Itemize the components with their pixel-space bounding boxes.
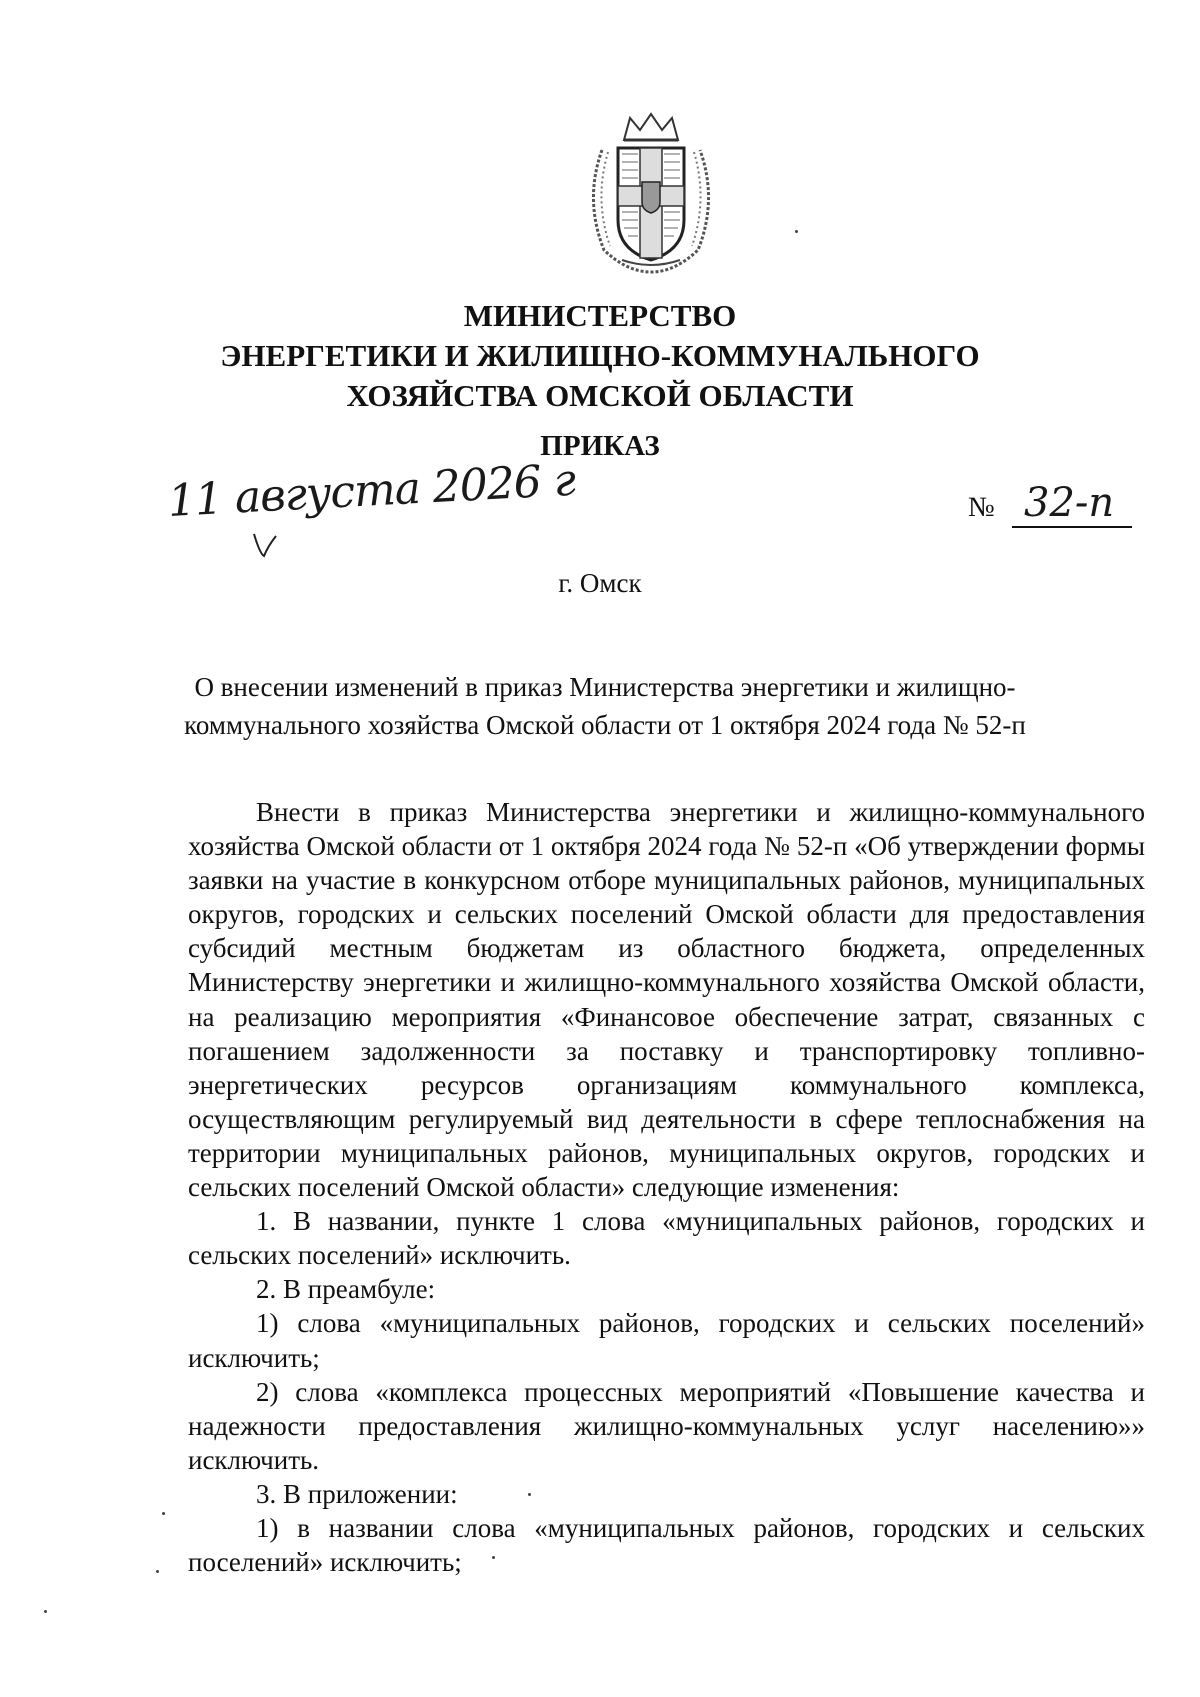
body-paragraph: Внести в приказ Министерства энергетики и жилищно-коммунального хозяйства Омской области от 1 октября 2024 года № 52-п «Об утверждении формы заявки на участие в конкурсном отборе муниципальных районов, муниципальных округов, городских и сельских поселений Омской области для предоставления субсидий местным бюджетам из областного бюджета, определенных Министерству энергетики и жилищно-коммунального хозяйства Омской области, на реализацию мероприятия «Финансовое обеспечение затрат, связанных с погашением задолженности за поставку и транспортировку топливно-энергетических ресурсов организациям коммунального комплекса, осуществляющим регулируемый вид деятельности в сфере теплоснабжения на территории муниципальных районов, муниципальных округов, городских и сельских поселений Омской области» следующие изменения: (188, 797, 1145, 1203)
handwritten-number: 32-п (1024, 480, 1115, 526)
scan-speck (795, 230, 798, 233)
scan-speck (44, 1610, 47, 1613)
number-underline (1012, 526, 1132, 528)
body-paragraph: 3. В приложении: (256, 1478, 458, 1509)
handwritten-mark (250, 530, 280, 560)
ministry-header (0, 296, 1200, 416)
handwritten-date: 11 августа 2026 г (166, 454, 577, 527)
body-paragraph: 2. В преамбуле: (256, 1274, 436, 1305)
order-number (968, 480, 1138, 532)
header-line-2: ЭНЕРГЕТИКИ И ЖИЛИЩНО-КОММУНАЛЬНОГО (220, 338, 980, 373)
subject-line-1: О внесении изменений в приказ Министерства энергетики и жилищно- (194, 672, 1016, 702)
body-paragraph: 1. В названии, пункте 1 слова «муниципальных районов, городских и сельских поселений» исключить. (188, 1206, 1145, 1271)
city: г. Омск (558, 568, 642, 598)
scan-speck (528, 1493, 531, 1496)
order-body (188, 795, 1145, 1579)
number-sign: № (968, 492, 995, 523)
order-title: ПРИКАЗ (540, 430, 660, 462)
coat-of-arms-emblem (582, 110, 720, 275)
scan-speck (156, 1570, 159, 1573)
body-paragraph: 2) слова «комплекса процессных мероприятий «Повышение качества и надежности предоставления жилищно-коммунальных услуг населению»» исключить. (188, 1376, 1145, 1475)
body-paragraph: 1) слова «муниципальных районов, городских и сельских поселений» исключить; (188, 1308, 1145, 1373)
scan-speck (492, 1556, 495, 1559)
subject-line-2: коммунального хозяйства Омской области от 1 октября 2024 года № 52-п (184, 710, 1026, 740)
scan-speck (162, 1512, 165, 1515)
body-paragraph: 1) в названии слова «муниципальных районов, городских и сельских поселений» исключить; (188, 1512, 1145, 1578)
header-line-3: ХОЗЯЙСТВА ОМСКОЙ ОБЛАСТИ (346, 378, 854, 413)
order-subject (180, 668, 1030, 744)
header-line-1: МИНИСТЕРСТВО (463, 298, 737, 333)
